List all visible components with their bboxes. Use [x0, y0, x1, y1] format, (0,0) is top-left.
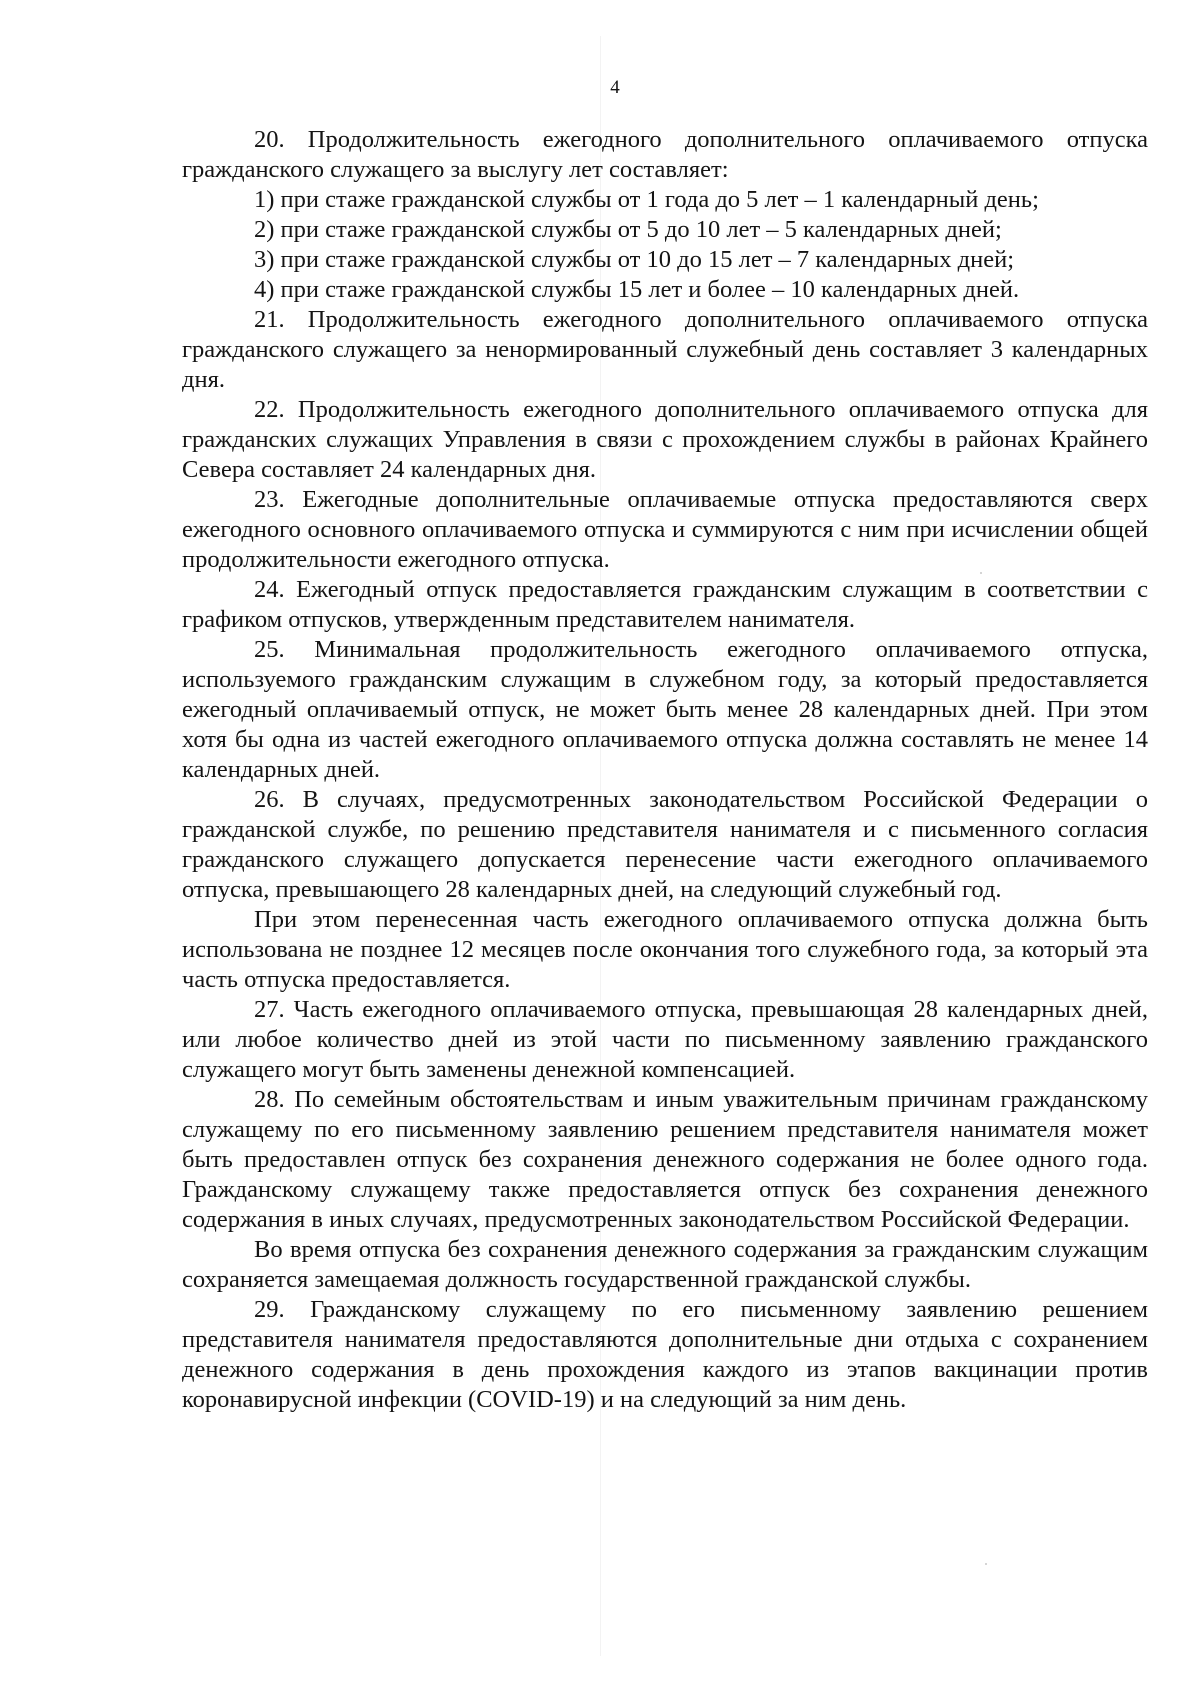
paragraph-25: 25. Минимальная продолжительность ежегодного оплачиваемого отпуска, используемого гражданским служащим в служебном году, за который предоставляется ежегодный оплачиваемый отпуск, не может быть менее 28 календарных дней. При этом хотя бы одна из частей ежегодного оплачиваемого отпуска должна составлять не менее 14 календарных дней.	[182, 636, 1148, 783]
document-body	[182, 125, 1148, 1415]
list-item-4: 4) при стаже гражданской службы 15 лет и более – 10 календарных дней.	[254, 276, 1020, 303]
list-item-1: 1) при стаже гражданской службы от 1 года до 5 лет – 1 календарный день;	[254, 186, 1039, 213]
paragraph-22: 22. Продолжительность ежегодного дополнительного оплачиваемого отпуска для гражданских служащих Управления в связи с прохождением службы в районах Крайнего Севера составляет 24 календарных дня.	[182, 396, 1148, 483]
scan-speck	[985, 1563, 987, 1565]
paragraph-21: 21. Продолжительность ежегодного дополнительного оплачиваемого отпуска гражданского служащего за ненормированный служебный день составляет 3 календарных дня.	[182, 306, 1148, 393]
page-number: 4	[610, 77, 620, 98]
paragraph-20: 20. Продолжительность ежегодного дополнительного оплачиваемого отпуска гражданского служащего за выслугу лет составляет:	[182, 126, 1148, 183]
paragraph-28-continuation: Во время отпуска без сохранения денежного содержания за гражданским служащим сохраняется замещаемая должность государственной гражданской службы.	[182, 1236, 1148, 1293]
paragraph-26: 26. В случаях, предусмотренных законодательством Российской Федерации о гражданской службе, по решению представителя нанимателя и с письменного согласия гражданского служащего допускается перенесение части ежегодного оплачиваемого отпуска, превышающего 28 календарных дней, на следующий служебный год.	[182, 786, 1148, 903]
list-item-2: 2) при стаже гражданской службы от 5 до 10 лет – 5 календарных дней;	[254, 216, 1002, 243]
paragraph-23: 23. Ежегодные дополнительные оплачиваемые отпуска предоставляются сверх ежегодного основного оплачиваемого отпуска и суммируются с ним при исчислении общей продолжительности ежегодного отпуска.	[182, 486, 1148, 573]
list-item-3: 3) при стаже гражданской службы от 10 до 15 лет – 7 календарных дней;	[254, 246, 1015, 273]
paragraph-26-continuation: При этом перенесенная часть ежегодного оплачиваемого отпуска должна быть использована не позднее 12 месяцев после окончания того служебного года, за который эта часть отпуска предоставляется.	[182, 906, 1148, 993]
paragraph-28: 28. По семейным обстоятельствам и иным уважительным причинам гражданскому служащему по его письменному заявлению решением представителя нанимателя может быть предоставлен отпуск без сохранения денежного содержания не более одного года. Гражданскому служащему также предоставляется отпуск без сохранения денежного содержания в иных случаях, предусмотренных законодательством Российской Федерации.	[182, 1086, 1148, 1233]
paragraph-27: 27. Часть ежегодного оплачиваемого отпуска, превышающая 28 календарных дней, или любое количество дней из этой части по письменному заявлению гражданского служащего могут быть заменены денежной компенсацией.	[182, 996, 1148, 1083]
paragraph-29: 29. Гражданскому служащему по его письменному заявлению решением представителя нанимателя предоставляются дополнительные дни отдыха с сохранением денежного содержания в день прохождения каждого из этапов вакцинации против коронавирусной инфекции (COVID-19) и на следующий за ним день.	[182, 1296, 1148, 1413]
paragraph-24: 24. Ежегодный отпуск предоставляется гражданским служащим в соответствии с графиком отпусков, утвержденным представителем нанимателя.	[182, 576, 1148, 633]
